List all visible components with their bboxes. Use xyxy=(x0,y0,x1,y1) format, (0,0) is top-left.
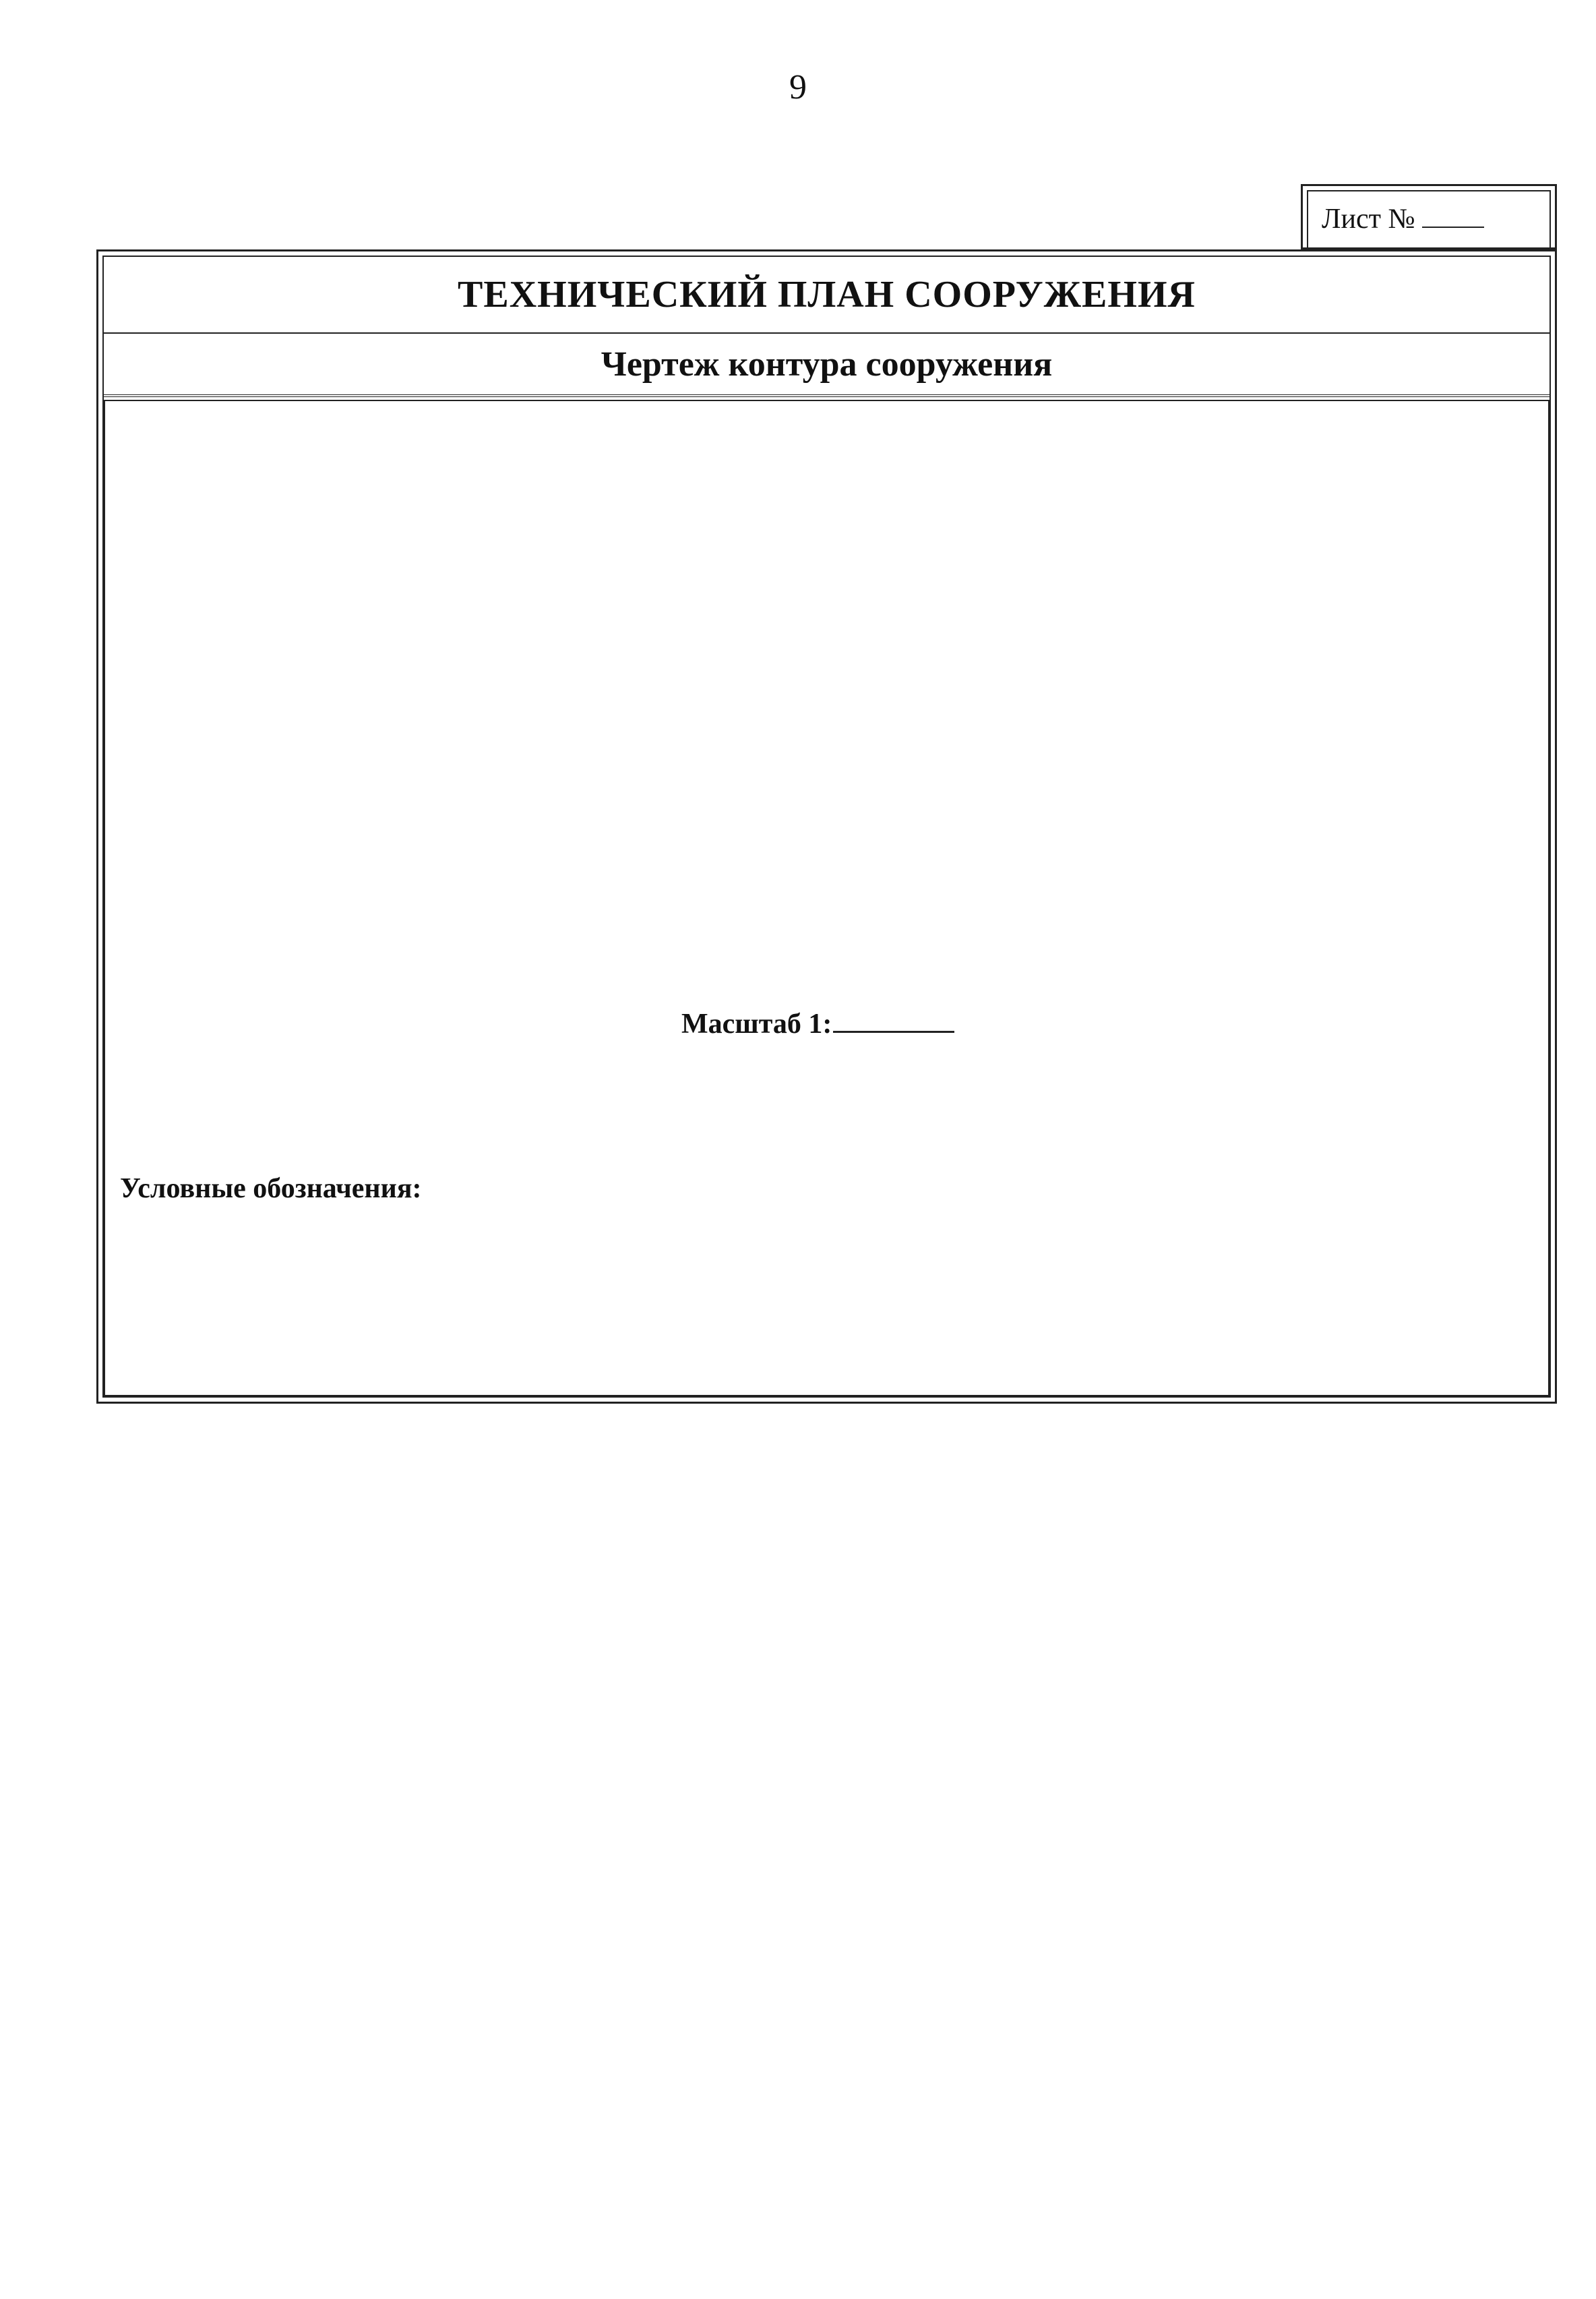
sheet-number-blank xyxy=(1422,200,1484,228)
sheet-number-cell xyxy=(1307,190,1551,247)
form-subtitle: Чертеж контура сооружения xyxy=(104,334,1549,397)
drawing-area xyxy=(104,400,1549,1396)
sheet-number-box xyxy=(1301,184,1557,249)
technical-plan-frame xyxy=(96,249,1557,1404)
sheet-number-label: Лист № xyxy=(1322,204,1415,235)
scale-blank xyxy=(833,1005,954,1033)
page-number: 9 xyxy=(789,68,807,107)
technical-plan-inner-frame xyxy=(102,256,1551,1398)
scale-field xyxy=(681,1005,954,1041)
legend-label: Условные обозначения: xyxy=(120,1173,422,1204)
form-title: ТЕХНИЧЕСКИЙ ПЛАН СООРУЖЕНИЯ xyxy=(104,257,1549,334)
scale-label: Масштаб 1: xyxy=(681,1009,832,1040)
